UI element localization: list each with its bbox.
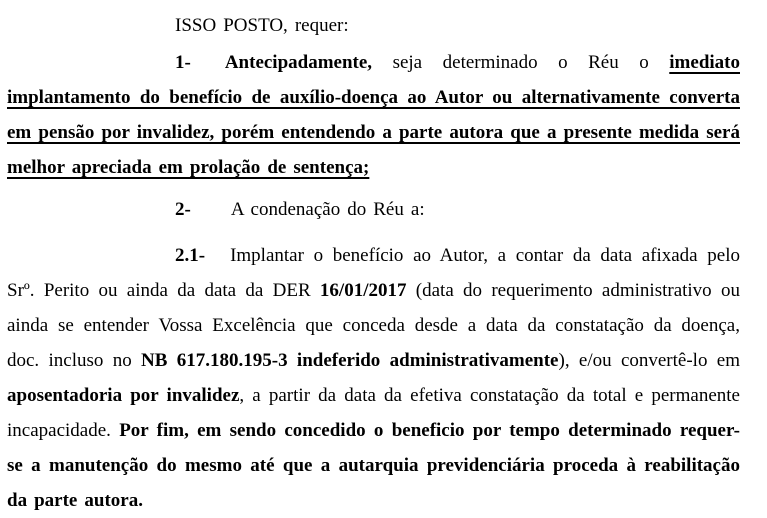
item-2-1-nb-bold: NB 617.180.195-3 indeferido administrativamente — [141, 350, 559, 371]
item-2-1-regular-2: (data do requerimento administrativo ou ainda se entender Vossa Excelência que conceda desde a data da constatação da doença, doc. incluso no — [7, 280, 740, 371]
item-2-1-porfim-bold: Por fim, em sendo concedido o beneficio por tempo determinado requer-se a manutenção do mesmo até que a autarquia previdenciária proceda à reabilitação da parte autora. — [7, 420, 741, 511]
intro-text: ISSO POSTO, requer: — [175, 15, 349, 36]
item-2-number: 2- — [175, 199, 191, 220]
item-1-lead: Antecipadamente, — [224, 52, 373, 73]
paragraph-item-1 — [7, 45, 740, 185]
item-2-1-regular-4: , a partir da data da efetiva constatação da total e permanente incapacidade. — [7, 385, 740, 441]
item-1-regular-text: seja determinado o Réu o — [372, 52, 670, 73]
item-2-text: A condenação do Réu a: — [230, 199, 425, 220]
paragraph-intro — [7, 8, 740, 43]
item-1-emphasis-text: imediato implantamento do benefício de auxílio-doença ao Autor ou alternativamente converta em pensão por invalidez, porém entendendo a parte autora que a presente medida será melhor apreciada em prolação de sentença; — [7, 52, 740, 178]
item-2-1-aposentadoria-bold: aposentadoria por invalidez — [7, 385, 240, 406]
item-2-1-date-bold: 16/01/2017 — [319, 280, 407, 301]
item-1-number: 1- — [175, 52, 191, 73]
item-2-1-regular-3: ), e/ou convertê-lo em — [558, 350, 740, 371]
document-page — [7, 8, 740, 518]
paragraph-item-2-1 — [7, 238, 740, 518]
paragraph-item-2 — [7, 192, 740, 227]
item-2-1-number: 2.1- — [175, 245, 206, 266]
item-2-1-regular-1: Implantar o benefício ao Autor, a contar da data afixada pelo Srº. Perito ou ainda da data da DER — [7, 245, 740, 301]
